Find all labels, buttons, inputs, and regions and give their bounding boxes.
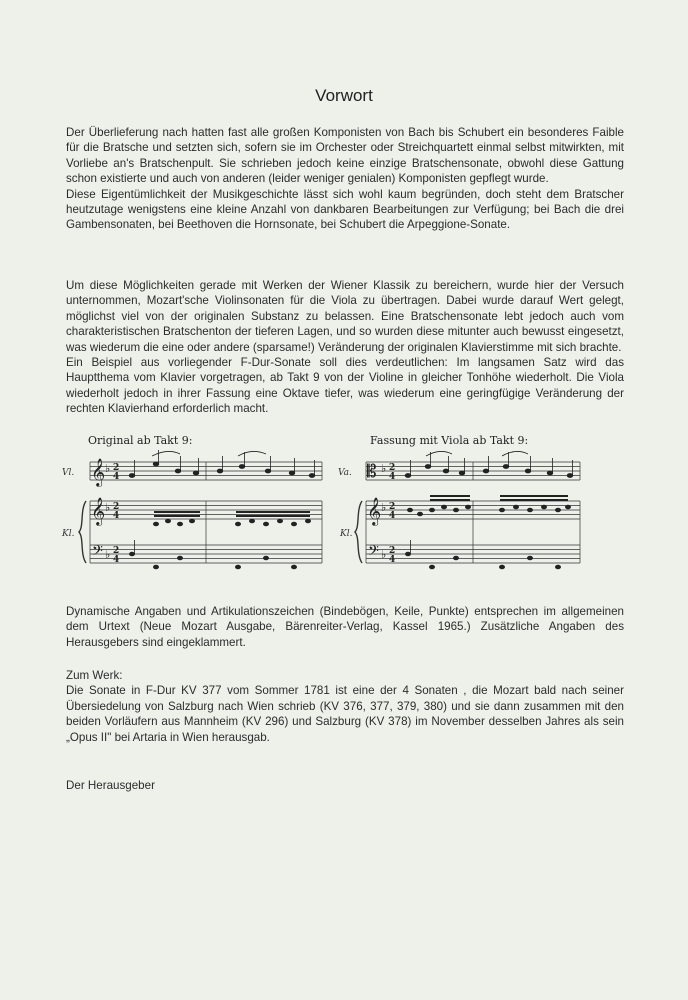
preface-paragraph-3: Dynamische Angaben und Artikulationszeichen (Bindebögen, Keile, Punkte) entsprechen im allgemeinen dem Urtext (Neue Mozart Ausgabe, Bärenreiter-Verlag, Kassel 1965.) Zusätzliche Angaben des Herausgebers sind eingeklammert. — [66, 605, 624, 649]
svg-text:4: 4 — [389, 555, 396, 565]
preface-text: Um diese Möglichkeiten gerade mit Werken der Wiener Klassik zu bereichern, wurde hier der Versuch unternommen, Mozart'sche Violinsonaten für die Viola zu übertragen. Dabei wurde darauf Wert gelegt, möglichst viel von der originalen Substanz zu belassen. Eine Bratschensonate lebt jedoch auch vom charakteristischen Bratschenton der tieferen Lagen, und so wurden diese mitunter auch bewusst eingesetzt, was wiederum die eine oder andere (sparsame!) Veränderung der originalen Klavierstimme mit sich brachte. — [66, 279, 624, 354]
bass-clef-icon: 𝄢 — [92, 543, 103, 563]
svg-text:♭: ♭ — [105, 548, 111, 561]
svg-text:♭: ♭ — [381, 501, 387, 514]
svg-text:4: 4 — [389, 472, 396, 482]
svg-text:2: 2 — [389, 463, 396, 473]
svg-text:4: 4 — [113, 472, 120, 482]
violin-label: Vl. — [62, 468, 75, 478]
svg-text:4: 4 — [113, 555, 120, 565]
signature: Der Herausgeber — [66, 779, 155, 792]
preface-paragraph-1 — [66, 125, 624, 233]
slurs — [152, 451, 528, 456]
svg-text:2: 2 — [113, 502, 120, 512]
piano-right-hand — [153, 496, 570, 526]
preface-paragraph-4 — [66, 668, 624, 745]
preface-text: Die Sonate in F-Dur KV 377 vom Sommer 1781 ist eine der 4 Sonaten , die Mozart bald nach seiner Übersiedelung von Salzburg nach Wien schrieb (KV 376, 377, 379, 380) und sie dann zusammen mit den beiden Vorläufern aus Mannheim (KV 296) und Salzburg (KV 378) im November desselben Jahres als sein „Opus II" bei Artaria in Wien herausgab. — [66, 684, 624, 744]
svg-text:♭: ♭ — [105, 501, 111, 514]
treble-clef-icon: 𝄞 — [91, 458, 106, 486]
alto-clef-icon: 𝄡 — [367, 462, 377, 482]
preface-text: Diese Eigentümlichkeit der Musikgeschichte lässt sich wohl kaum begründen, doch steht dem Bratscher heutzutage wenigstens eine kleine Anzahl von dankbaren Bearbeitungen zur Verfügung; bei Bach die drei Gambensonaten, bei Beethoven die Hornsonate, bei Schubert die Arpeggione-Sonate. — [66, 187, 624, 232]
svg-text:2: 2 — [389, 502, 396, 512]
preface-text: Der Überlieferung nach hatten fast alle großen Komponisten von Bach bis Schubert ein besonderes Faible für die Bratsche und setzten sich, sofern sie im Orchester oder Streichquartett einmal selbst mitwirkten, mit Vorliebe an's Bratschenpult. Sie schrieben jedoch keine einzige Bratschensonate, obwohl diese Gattung schon existierte und auch von anderen (leider weniger genialen) Komponisten gepflegt wurde. — [66, 126, 624, 186]
viola-label: Va. — [338, 468, 352, 478]
left-piano-brace — [79, 501, 86, 563]
preface-text: Ein Beispiel aus vorliegender F-Dur-Sonate soll dies verdeutlichen: Im langsamen Satz wird das Hauptthema vom Klavier vorgetragen, ab Takt 9 von der Violine in gleicher Tonhöhe wiederholt. Die Viola wiederholt jedoch in ihrer Fassung eine Oktave tiefer, was wiederum eine geringfügige Veränderung der rechten Klavierhand erforderlich macht. — [66, 356, 624, 416]
svg-text:♭: ♭ — [381, 462, 387, 475]
example-caption-original: Original ab Takt 9: — [88, 434, 193, 447]
music-example — [60, 450, 600, 580]
right-piano-brace — [355, 501, 362, 563]
svg-text:2: 2 — [113, 463, 120, 473]
svg-text:4: 4 — [113, 511, 120, 521]
svg-text:2: 2 — [389, 546, 396, 556]
piano-label-left: Kl. — [62, 529, 75, 539]
svg-text:4: 4 — [389, 511, 396, 521]
section-title: Zum Werk: — [66, 669, 123, 682]
bass-clef-icon: 𝄢 — [368, 543, 379, 563]
svg-text:♭: ♭ — [105, 462, 111, 475]
treble-clef-icon: 𝄞 — [367, 497, 382, 525]
svg-text:♭: ♭ — [381, 548, 387, 561]
page-title: Vorwort — [315, 86, 373, 105]
piano-left-hand — [129, 540, 560, 569]
piano-label-right: Kl. — [340, 529, 353, 539]
svg-text:2: 2 — [113, 546, 120, 556]
example-caption-viola: Fassung mit Viola ab Takt 9: — [370, 434, 529, 447]
treble-clef-icon: 𝄞 — [91, 497, 106, 525]
preface-paragraph-2 — [66, 278, 624, 417]
